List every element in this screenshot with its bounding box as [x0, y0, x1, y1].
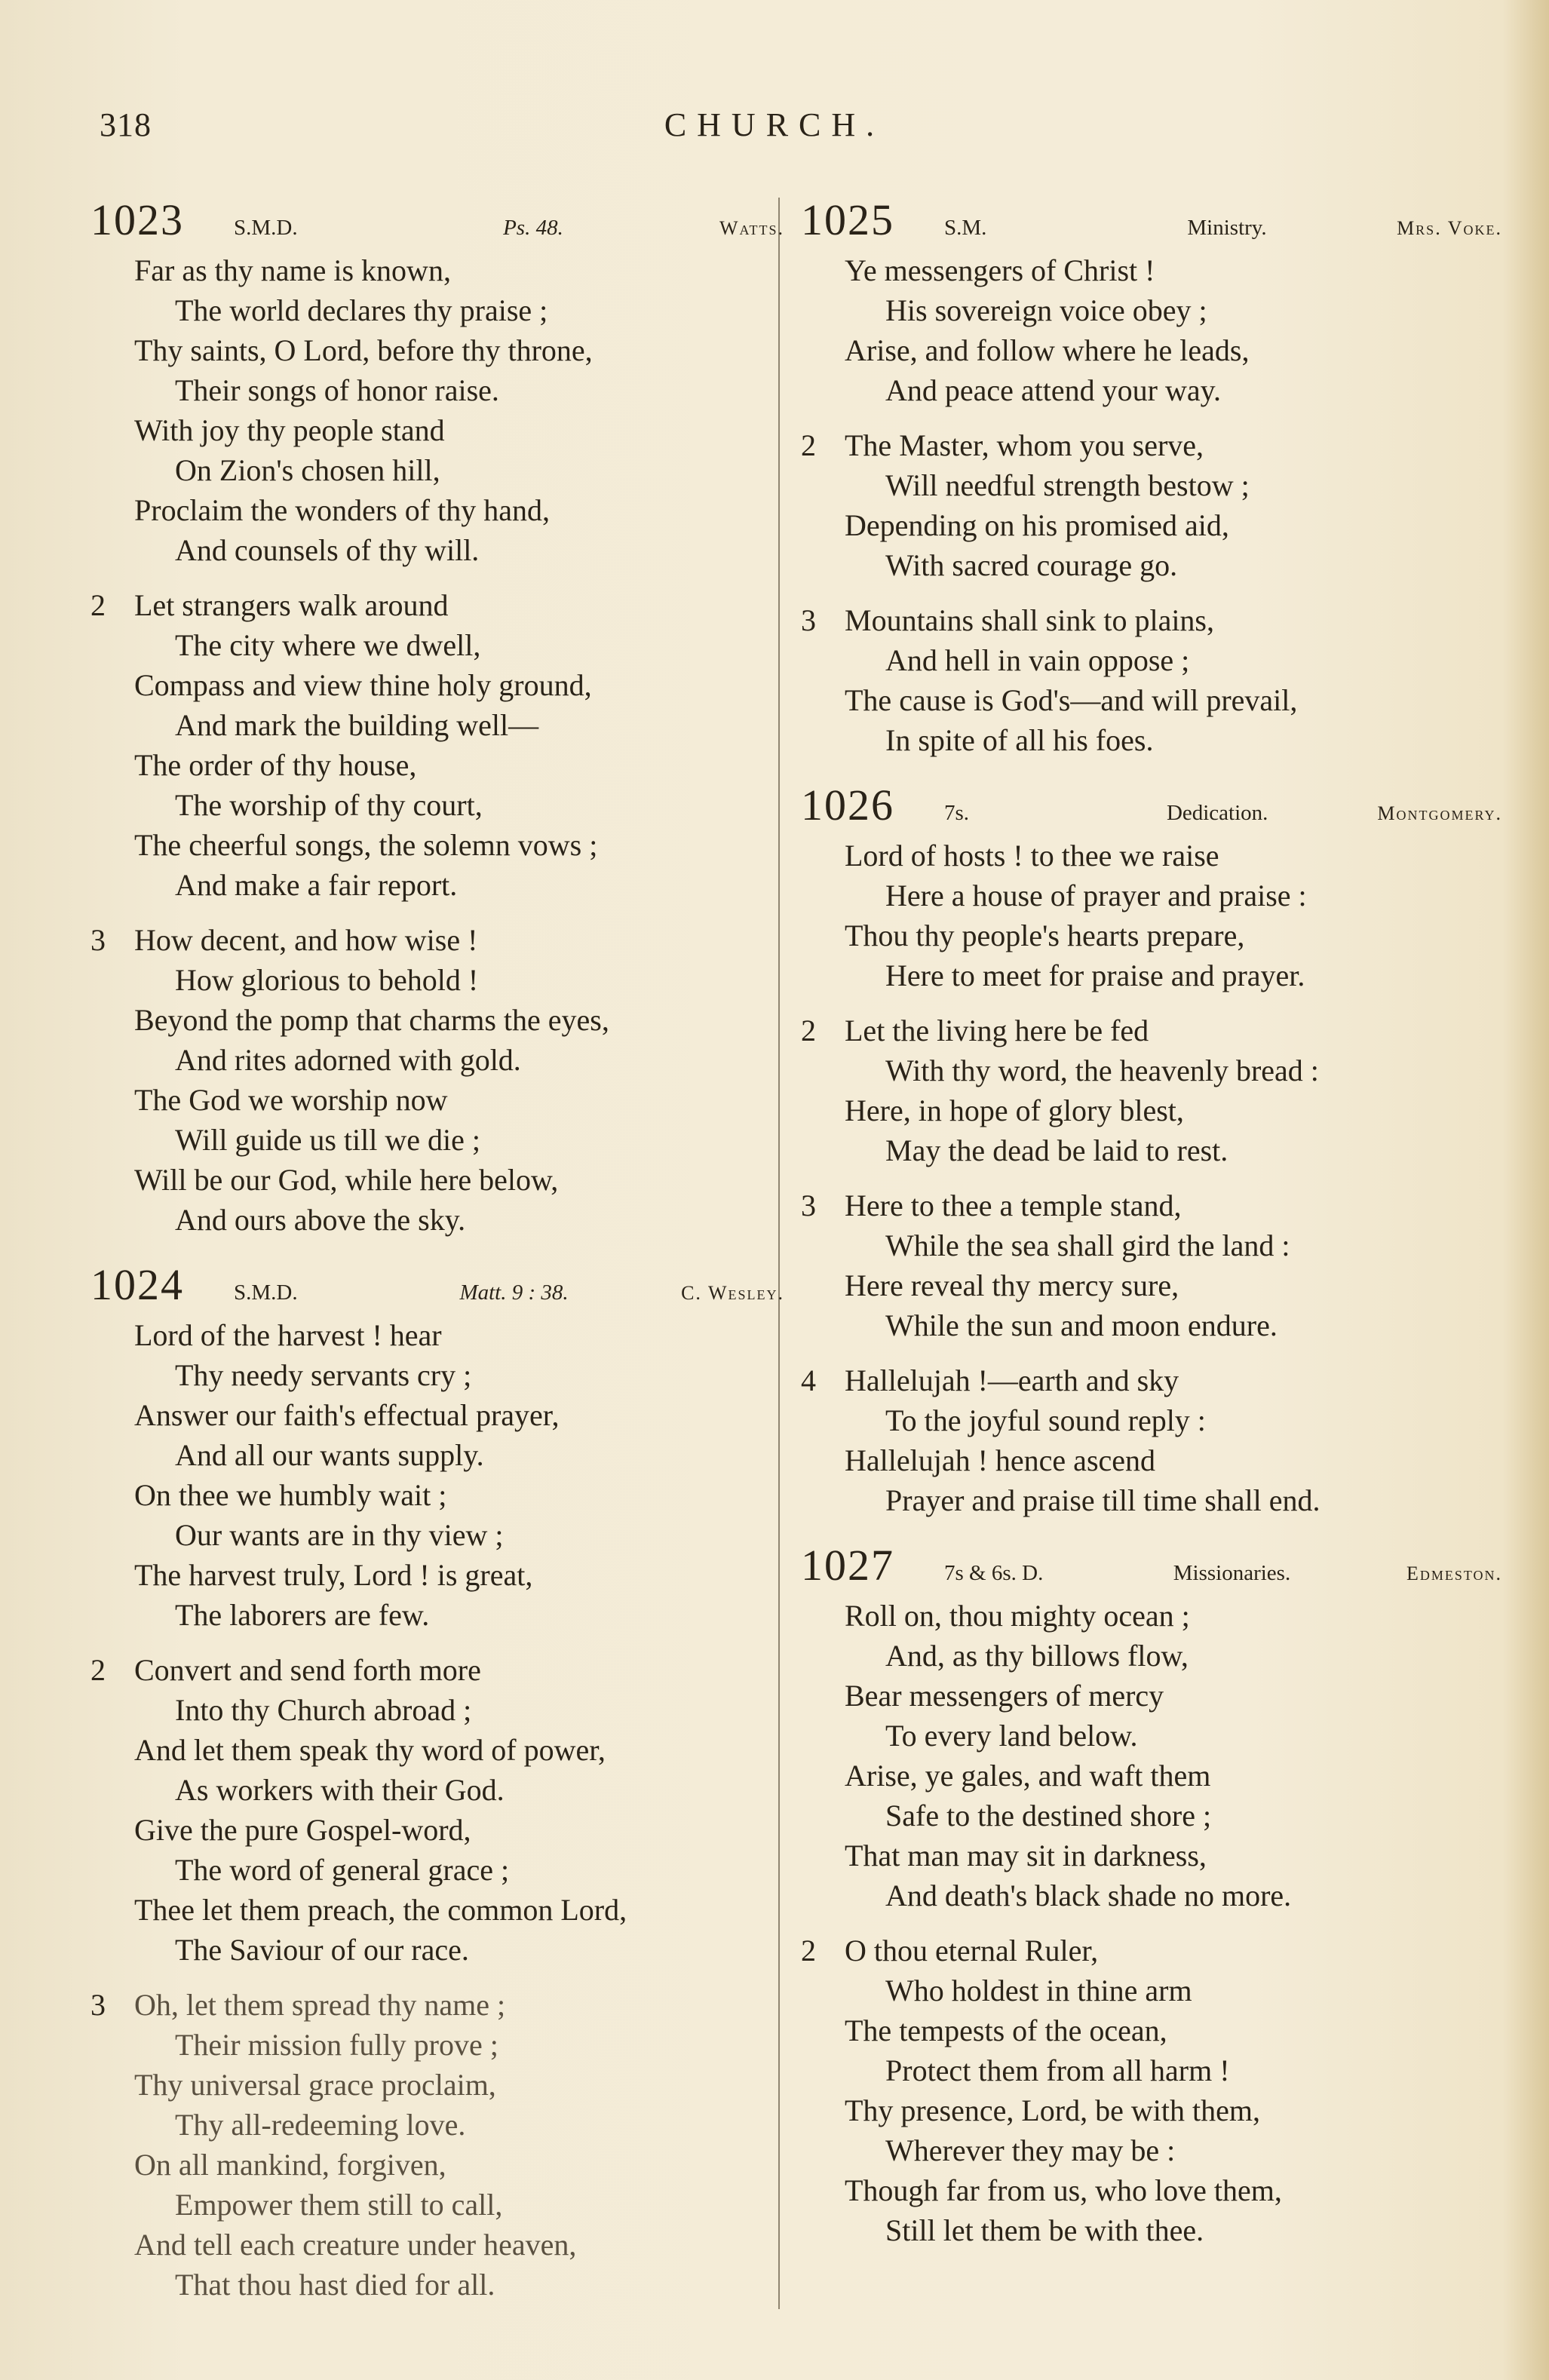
verse-line: Wherever they may be : [885, 2133, 1176, 2167]
hymn-author: C. Wesley. [681, 1282, 784, 1304]
verse-line: Their songs of honor raise. [175, 373, 499, 407]
verse-line: Here reveal thy mercy sure, [845, 1268, 1179, 1302]
hymn-header [801, 780, 1502, 836]
verse-line: Thy needy servants cry ; [175, 1358, 472, 1392]
verse-line: Protect them from all harm ! [885, 2053, 1230, 2087]
verse-line: Ye messengers of Christ ! [845, 253, 1155, 287]
verse-line: Arise, ye gales, and waft them [845, 1759, 1211, 1793]
verse-line: Roll on, thou mighty ocean ; [845, 1599, 1190, 1633]
verse-line: Thee let them preach, the common Lord, [134, 1893, 627, 1927]
verse-line: Prayer and praise till time shall end. [885, 1483, 1320, 1517]
hymn-topic: Matt. 9 : 38. [459, 1280, 569, 1305]
hymn-topic: Ps. 48. [503, 216, 563, 240]
verse-line: Hallelujah ! hence ascend [845, 1443, 1156, 1477]
verse-line: The God we worship now [134, 1083, 448, 1117]
verse-line: Into thy Church abroad ; [175, 1693, 472, 1727]
verse-line: While the sun and moon endure. [885, 1308, 1278, 1342]
hymn-header [801, 195, 1502, 250]
verse-line: Beyond the pomp that charms the eyes, [134, 1003, 609, 1037]
verse-line: With joy thy people stand [134, 413, 445, 447]
verse-line: His sovereign voice obey ; [885, 293, 1207, 327]
verse-line: That man may sit in darkness, [845, 1839, 1207, 1872]
verse-line: And make a fair report. [175, 868, 458, 902]
verse-line: Give the pure Gospel-word, [134, 1813, 471, 1847]
verse-line: In spite of all his foes. [885, 723, 1154, 757]
hymn-header [90, 1259, 784, 1315]
verse-line: Safe to the destined shore ; [885, 1799, 1212, 1833]
verse-line: The Saviour of our race. [175, 1933, 469, 1967]
running-head: CHURCH. [664, 106, 885, 143]
verse-line: The order of thy house, [134, 748, 417, 782]
verse-line: And death's black shade no more. [885, 1879, 1292, 1912]
verse-line: And tell each creature under heaven, [134, 2228, 577, 2262]
stanza-number: 2 [90, 588, 106, 622]
stanza-number: 3 [801, 603, 816, 637]
stanza [801, 425, 1502, 585]
verse-line: Proclaim the wonders of thy hand, [134, 493, 550, 527]
verse-line: Thy saints, O Lord, before thy throne, [134, 333, 593, 367]
verse-line: On thee we humbly wait ; [134, 1478, 447, 1512]
verse-line: Let strangers walk around [134, 588, 449, 622]
stanza [801, 836, 1502, 995]
verse-line: Will be our God, while here below, [134, 1163, 559, 1197]
verse-line: And hell in vain oppose ; [885, 643, 1190, 677]
verse-line: Thy universal grace proclaim, [134, 2068, 496, 2102]
hymn [801, 780, 1502, 1520]
hymn-author: Watts. [719, 217, 784, 239]
left-column [90, 195, 784, 2324]
verse-line: Let the living here be fed [845, 1014, 1149, 1047]
stanza [90, 585, 784, 905]
verse-line: Hallelujah !—earth and sky [845, 1363, 1179, 1397]
stanza-number: 2 [90, 1653, 106, 1687]
page-number: 318 [100, 106, 152, 143]
hymn-meter: 7s. [944, 801, 970, 825]
verse-line: The city where we dwell, [175, 628, 481, 662]
hymn-meter: S.M.D. [234, 216, 298, 240]
stanza [90, 1650, 784, 1970]
verse-line: With thy word, the heavenly bread : [885, 1054, 1319, 1087]
stanza-number: 3 [801, 1188, 816, 1222]
verse-line: And mark the building well— [175, 708, 539, 742]
verse-line: On all mankind, forgiven, [134, 2148, 446, 2182]
verse-line: May the dead be laid to rest. [885, 1133, 1228, 1167]
verse-line: Will guide us till we die ; [175, 1123, 480, 1157]
verse-line: Answer our faith's effectual prayer, [134, 1398, 560, 1432]
verse-line: Oh, let them spread thy name ; [134, 1988, 506, 2022]
verse-line: Here a house of prayer and praise : [885, 879, 1307, 912]
verse-line: And ours above the sky. [175, 1203, 466, 1237]
verse-line: On Zion's chosen hill, [175, 453, 440, 487]
verse-line: Empower them still to call, [175, 2188, 503, 2222]
stanza [801, 1011, 1502, 1170]
stanza [90, 1315, 784, 1635]
verse-line: Our wants are in thy view ; [175, 1518, 504, 1552]
stanza [801, 250, 1502, 410]
verse-line: Lord of hosts ! to thee we raise [845, 839, 1219, 873]
stanza [90, 250, 784, 570]
hymn [90, 195, 784, 1240]
verse-line: And counsels of thy will. [175, 533, 480, 567]
verse-line: Lord of the harvest ! hear [134, 1318, 442, 1352]
stanza-number: 3 [90, 923, 106, 957]
verse-line: The harvest truly, Lord ! is great, [134, 1558, 533, 1592]
stanza-number: 4 [801, 1363, 816, 1397]
verse-line: To the joyful sound reply : [885, 1403, 1206, 1437]
verse-line: While the sea shall gird the land : [885, 1228, 1290, 1262]
verse-line: To every land below. [885, 1719, 1138, 1753]
verse-line: With sacred courage go. [885, 548, 1178, 582]
verse-line: Who holdest in thine arm [885, 1974, 1192, 2007]
verse-line: Here, in hope of glory blest, [845, 1093, 1184, 1127]
verse-line: The world declares thy praise ; [175, 293, 548, 327]
verse-line: Thy presence, Lord, be with them, [845, 2093, 1260, 2127]
verse-line: Thou thy people's hearts prepare, [845, 919, 1245, 952]
stanza [801, 600, 1502, 760]
verse-line: And let them speak thy word of power, [134, 1733, 606, 1767]
hymn-number: 1026 [801, 781, 894, 830]
verse-line: How decent, and how wise ! [134, 923, 478, 957]
verse-line: And all our wants supply. [175, 1438, 484, 1472]
verse-line: Here to meet for praise and prayer. [885, 958, 1305, 992]
verse-line: Their mission fully prove ; [175, 2028, 498, 2062]
hymn-number: 1027 [801, 1541, 894, 1590]
stanza [801, 1360, 1502, 1520]
verse-line: That thou hast died for all. [175, 2268, 495, 2302]
stanza [801, 1596, 1502, 1915]
verse-line: The Master, whom you serve, [845, 428, 1204, 462]
stanza [90, 1985, 784, 2305]
stanza [801, 1185, 1502, 1345]
verse-line: The laborers are few. [175, 1598, 430, 1632]
stanza-number: 2 [801, 428, 816, 462]
verse-line: Mountains shall sink to plains, [845, 603, 1214, 637]
hymn-header [90, 195, 784, 250]
stanza-number: 3 [90, 1988, 106, 2022]
hymn-topic: Ministry. [1187, 216, 1267, 240]
verse-line: Convert and send forth more [134, 1653, 481, 1687]
verse-line: Though far from us, who love them, [845, 2173, 1282, 2207]
hymn-author: Edmeston. [1406, 1563, 1502, 1584]
verse-line: As workers with their God. [175, 1773, 505, 1807]
verse-line: Arise, and follow where he leads, [845, 333, 1250, 367]
verse-line: Will needful strength bestow ; [885, 468, 1250, 502]
verse-line: Here to thee a temple stand, [845, 1188, 1182, 1222]
hymn-header [801, 1540, 1502, 1596]
verse-line: The cheerful songs, the solemn vows ; [134, 828, 598, 862]
hymn-topic: Missionaries. [1173, 1561, 1291, 1585]
verse-line: And rites adorned with gold. [175, 1043, 521, 1077]
stanza [801, 1931, 1502, 2250]
hymn-author: Montgomery. [1377, 802, 1502, 824]
verse-line: Bear messengers of mercy [845, 1679, 1164, 1713]
hymn-topic: Dedication. [1166, 801, 1268, 825]
hymn-author: Mrs. Voke. [1397, 217, 1502, 239]
hymn [801, 195, 1502, 760]
right-column [801, 195, 1502, 2270]
verse-line: O thou eternal Ruler, [845, 1934, 1099, 1967]
verse-line: Far as thy name is known, [134, 253, 451, 287]
hymn-number: 1023 [90, 195, 184, 244]
hymn-meter: 7s & 6s. D. [944, 1561, 1044, 1585]
verse-line: How glorious to behold ! [175, 963, 479, 997]
hymn [90, 1259, 784, 2305]
verse-line: The cause is God's—and will prevail, [845, 683, 1298, 717]
verse-line: And peace attend your way. [885, 373, 1221, 407]
stanza-number: 2 [801, 1014, 816, 1047]
hymn-number: 1024 [90, 1260, 184, 1309]
verse-line: The tempests of the ocean, [845, 2013, 1167, 2047]
verse-line: Still let them be with thee. [885, 2213, 1204, 2247]
verse-line: Depending on his promised aid, [845, 508, 1229, 542]
verse-line: The worship of thy court, [175, 788, 483, 822]
verse-line: And, as thy billows flow, [885, 1639, 1189, 1673]
verse-line: Thy all-redeeming love. [175, 2108, 466, 2142]
stanza-number: 2 [801, 1934, 816, 1967]
verse-line: Compass and view thine holy ground, [134, 668, 592, 702]
hymn-number: 1025 [801, 195, 894, 244]
verse-line: The word of general grace ; [175, 1853, 510, 1887]
stanza [90, 920, 784, 1240]
hymn-meter: S.M.D. [234, 1280, 298, 1305]
hymn-meter: S.M. [944, 216, 987, 240]
hymn [801, 1540, 1502, 2250]
